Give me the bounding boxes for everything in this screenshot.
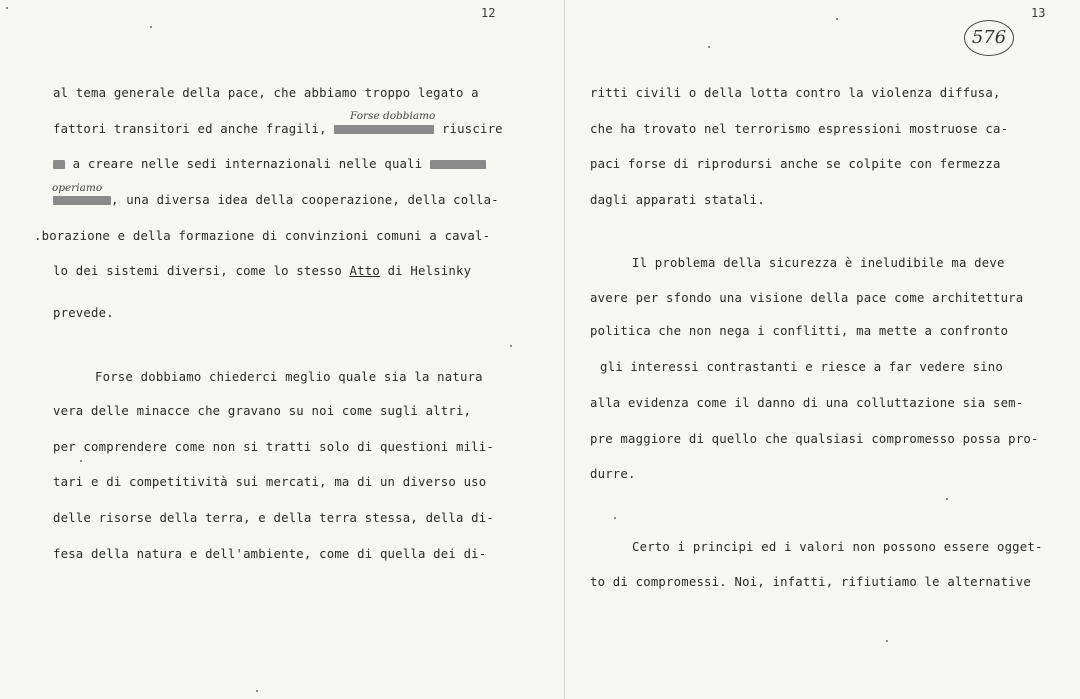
archive-number-stamp (964, 20, 1014, 56)
struck-out-text (53, 196, 111, 205)
text-line: paci forse di riprodursi anche se colpite con fermezza (590, 157, 1001, 171)
text-line (53, 157, 486, 171)
text-line: per comprendere come non si tratti solo di questioni mili- (53, 440, 494, 454)
scan-speck (946, 498, 948, 500)
text-line-segment: lo dei sistemi diversi, come lo stesso (53, 264, 342, 278)
text-line-segment: di Helsinky (387, 264, 472, 278)
text-line: gli interessi contrastanti e riesce a far vedere sino (600, 360, 1003, 374)
text-line-segment: riuscire (441, 122, 503, 136)
text-line: durre. (590, 467, 636, 481)
scan-speck (614, 517, 616, 519)
page-number-right: 13 (1031, 6, 1046, 20)
text-line (53, 122, 503, 136)
text-line: prevede. (53, 306, 114, 320)
right-page (566, 0, 1080, 699)
scan-speck (256, 690, 258, 692)
text-line: dagli apparati statali. (590, 193, 765, 207)
text-line: ritti civili o della lotta contro la violenza diffusa, (590, 86, 1001, 100)
scan-speck (6, 7, 8, 9)
scan-speck (708, 46, 710, 48)
text-line: pre maggiore di quello che qualsiasi compromesso possa pro- (590, 432, 1039, 446)
text-line: che ha trovato nel terrorismo espressioni mostruose ca- (590, 122, 1009, 136)
stamp-number: 576 (971, 27, 1007, 48)
struck-out-text (334, 125, 434, 134)
text-line: to di compromessi. Noi, infatti, rifiutiamo le alternative (590, 575, 1031, 589)
text-line-segment: a creare nelle sedi internazionali nelle quali (72, 157, 423, 171)
struck-out-text (53, 160, 65, 169)
text-line: vera delle minacce che gravano su noi come sugli altri, (53, 404, 472, 418)
text-line: Certo i principi ed i valori non possono essere ogget- (632, 540, 1043, 554)
handwritten-insertion: Forse dobbiamo (350, 110, 436, 122)
text-line: .borazione e della formazione di convinzioni comuni a caval- (34, 229, 491, 243)
text-line: alla evidenza come il danno di una colluttazione sia sem- (590, 396, 1024, 410)
text-line: tari e di competitività sui mercati, ma di un diverso uso (53, 475, 487, 489)
text-line: Il problema della sicurezza è ineludibile ma deve (632, 256, 1005, 270)
underlined-word: Atto (349, 264, 380, 278)
scan-speck (80, 460, 82, 462)
scan-speck (150, 26, 152, 28)
text-line-segment: , una diversa idea della cooperazione, della colla- (111, 193, 499, 207)
text-line: delle risorse della terra, e della terra stessa, della di- (53, 511, 494, 525)
text-line: politica che non nega i conflitti, ma mette a confronto (590, 324, 1009, 338)
handwritten-insertion: operiamo (52, 182, 103, 194)
text-line: al tema generale della pace, che abbiamo troppo legato a (53, 86, 479, 100)
text-line: fesa della natura e dell'ambiente, come di quella dei di- (53, 547, 487, 561)
text-line (53, 264, 471, 278)
scan-speck (836, 18, 838, 20)
scan-speck (510, 345, 512, 347)
scan-speck (886, 640, 888, 642)
text-line: avere per sfondo una visione della pace come architettura (590, 291, 1024, 305)
text-line: Forse dobbiamo chiederci meglio quale sia la natura (95, 370, 483, 384)
struck-out-text (430, 160, 486, 169)
text-line-segment: fattori transitori ed anche fragili, (53, 122, 327, 136)
text-line (53, 193, 499, 207)
page-number-left: 12 (481, 6, 496, 20)
